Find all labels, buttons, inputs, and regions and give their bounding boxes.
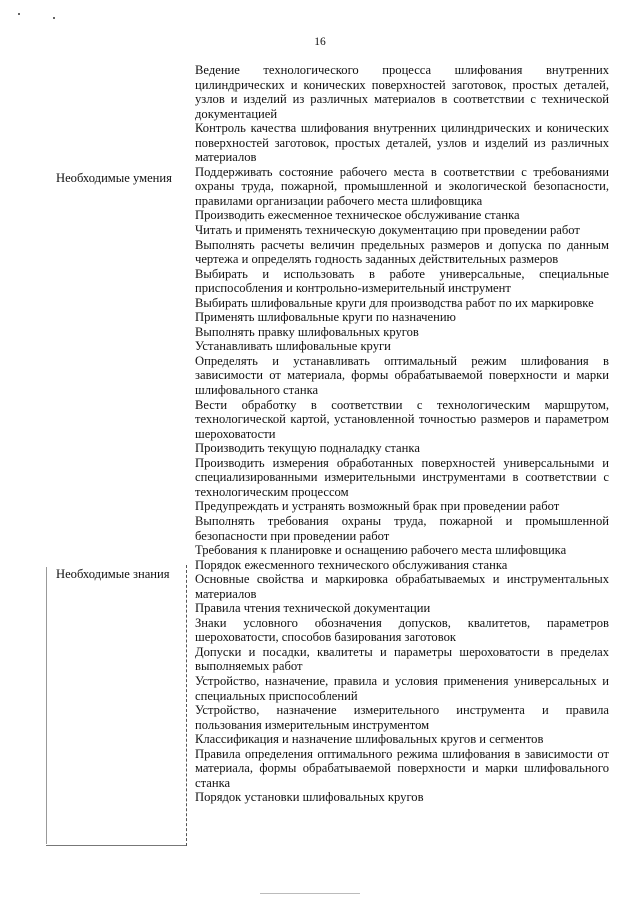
- knowledge-label: Необходимые знания: [56, 567, 170, 581]
- list-item: Применять шлифовальные круги по назначению: [195, 310, 456, 325]
- table-border-middle: [186, 565, 187, 846]
- list-item: Устройство, назначение измерительного инструмента и правила пользования измерительным инструментом: [195, 703, 609, 732]
- list-item: Требования к планировке и оснащению рабочего места шлифовщика: [195, 543, 567, 558]
- list-item: Выбирать и использовать в работе универсальные, специальные приспособления и контрольно-измерительный инструмент: [195, 266, 609, 296]
- scan-dot: [53, 17, 55, 19]
- table-border-bottom: [46, 845, 186, 846]
- list-item: Устанавливать шлифовальные круги: [195, 339, 391, 354]
- list-item: Производить измерения обработанных поверхностей универсальными и специализированными измерительными инструментами в соответствии с технологическим процессом: [195, 455, 609, 499]
- list-item: Знаки условного обозначения допусков, квалитетов, параметров шероховатости, способов базирования заготовок: [195, 615, 609, 645]
- list-item: Ведение технологического процесса шлифования внутренних цилиндрических и конических поверхностей заготовок, простых деталей, узлов и изделий из различных материалов в соответствии с технической документацией: [195, 63, 609, 121]
- list-item: Поддерживать состояние рабочего места в соответствии с требованиями охраны труда, пожарной, промышленной и экологической безопасности, правилами организации рабочего места шлифовщика: [195, 164, 609, 208]
- list-item: Контроль качества шлифования внутренних цилиндрических и конических поверхностей заготовок, простых деталей, узлов и изделий из различных материалов: [195, 121, 609, 165]
- list-item: Выполнять правку шлифовальных кругов: [195, 324, 419, 339]
- list-item: Порядок ежесменного технического обслуживания станка: [195, 557, 508, 572]
- table-content-column: [195, 63, 609, 805]
- list-item: Производить текущую подналадку станка: [195, 441, 420, 456]
- list-item: Производить ежесменное техническое обслуживание станка: [195, 208, 520, 223]
- list-item: Основные свойства и маркировка обрабатываемых и инструментальных материалов: [195, 572, 609, 601]
- page-bottom-rule: [260, 893, 360, 894]
- list-item: Читать и применять техническую документацию при проведении работ: [195, 223, 580, 238]
- list-item: Выполнять требования охраны труда, пожарной и промышленной безопасности при проведении работ: [195, 513, 609, 543]
- list-item: Устройство, назначение, правила и условия применения универсальных и специальных приспособлений: [195, 673, 609, 703]
- table-border-left: [46, 567, 47, 844]
- page-number: 16: [314, 36, 326, 48]
- list-item: Правила определения оптимального режима шлифования в зависимости от материала, формы обрабатываемой поверхности и марки шлифовального станка: [195, 746, 609, 790]
- list-item: Предупреждать и устранять возможный брак при проведении работ: [195, 499, 560, 514]
- list-item: Выполнять расчеты величин предельных размеров и допуска по данным чертежа и определять годность заданных действительных размеров: [195, 237, 609, 267]
- list-item: Вести обработку в соответствии с технологическим маршрутом, технологической картой, установленной точностью размеров и параметром шероховатости: [195, 397, 609, 441]
- list-item: Порядок установки шлифовальных кругов: [195, 790, 424, 805]
- skills-label: Необходимые умения: [56, 171, 172, 185]
- list-item: Классификация и назначение шлифовальных кругов и сегментов: [195, 732, 544, 747]
- list-item: Допуски и посадки, квалитеты и параметры шероховатости в пределах выполняемых работ: [195, 644, 609, 674]
- list-item: Правила чтения технической документации: [195, 601, 431, 616]
- list-item: Определять и устанавливать оптимальный режим шлифования в зависимости от материала, формы обрабатываемой поверхности и марки шлифовального станка: [195, 353, 609, 398]
- list-item: Выбирать шлифовальные круги для производства работ по их маркировке: [195, 295, 594, 310]
- scan-dot: [18, 13, 20, 15]
